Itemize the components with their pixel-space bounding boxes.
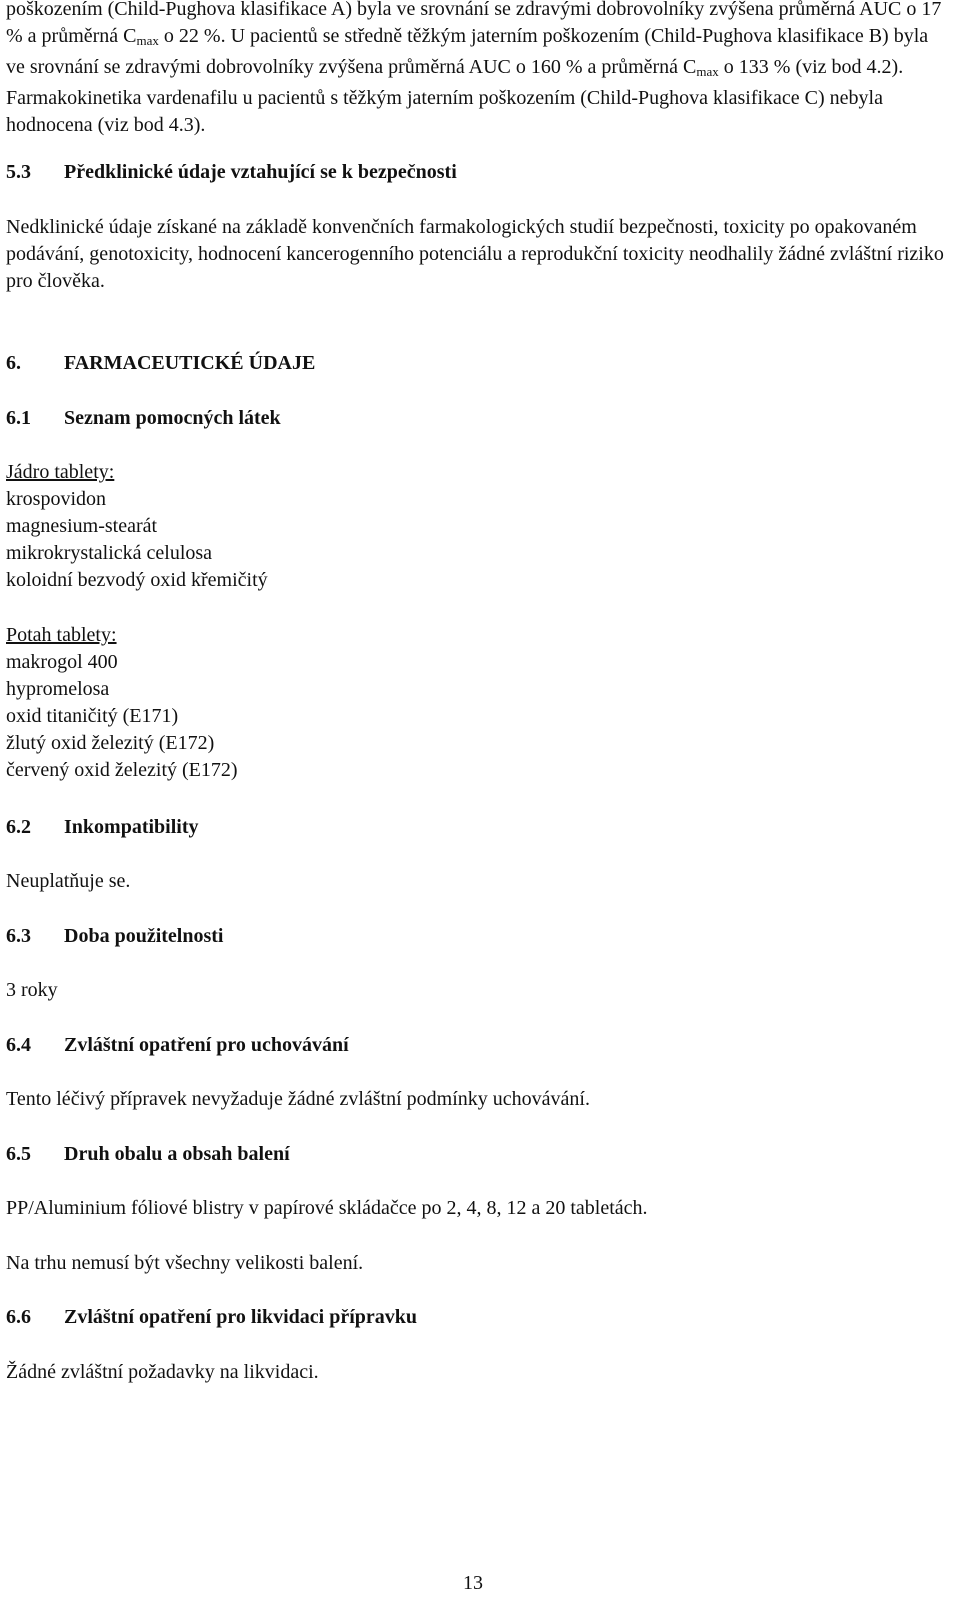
section-number: 6.6: [6, 1306, 31, 1328]
section-title: Seznam pomocných látek: [64, 407, 281, 429]
heading-6-6: [6, 1304, 417, 1331]
heading-6-1: [6, 405, 281, 432]
coat-label: Potah tablety:: [6, 624, 117, 646]
list-item: červený oxid železitý (E172): [6, 759, 238, 781]
section-title: Druh obalu a obsah balení: [64, 1143, 290, 1165]
heading-5-3: [6, 159, 457, 186]
section-number: 6.5: [6, 1143, 31, 1165]
preclinical-text: Nedklinické údaje získané na základě konvenčních farmakologických studií bezpečnosti, toxicity po opakovaném podávání, genotoxicity, hodnocení kancerogenního potenciálu a reprodukční toxicity neodhalily žádné zvláštní riziko pro člověka.: [6, 216, 944, 292]
paragraph-text: o 133 % (viz bod 4.2). Farmakokinetika vardenafilu u pacientů s těžkým jaterním poškozením (Child-Pughova klasifikace C) nebyla hodnocena (viz bod 4.3).: [6, 56, 904, 136]
section-title: Zvláštní opatření pro likvidaci přípravku: [64, 1306, 418, 1328]
shelf-life-text: 3 roky: [6, 979, 58, 1001]
list-item: koloidní bezvodý oxid křemičitý: [6, 569, 268, 591]
list-item: krospovidon: [6, 488, 106, 510]
paragraph-text: poškozením (Child-Pughova klasifikace A) byla ve srovnání se zdravými dobrovolníky zvýšena průměrná AUC o 17 % a průměrná C: [6, 0, 942, 47]
heading-6-5: [6, 1141, 290, 1168]
packaging-text: PP/Aluminium fóliové blistry v papírové skládačce po 2, 4, 8, 12 a 20 tabletách.: [6, 1197, 648, 1219]
section-number: 6.3: [6, 925, 31, 947]
paragraph-text: o 22 %. U pacientů se středně těžkým jaterním poškozením (Child-Pughova klasifikace B) byla ve srovnání se zdravými dobrovolníky zvýšena průměrná AUC o 160 % a průměrná C: [6, 25, 929, 78]
list-item: mikrokrystalická celulosa: [6, 542, 213, 564]
section-title: Inkompatibility: [64, 816, 199, 838]
core-excipients: [6, 459, 946, 594]
list-item: hypromelosa: [6, 678, 110, 700]
section-number: 6.: [6, 352, 21, 374]
section-number: 6.4: [6, 1034, 31, 1056]
section-title: FARMACEUTICKÉ ÚDAJE: [64, 352, 316, 374]
heading-6-4: [6, 1032, 349, 1059]
pharmacokinetics-paragraph: [6, 0, 946, 139]
list-item: makrogol 400: [6, 651, 118, 673]
disposal-text: Žádné zvláštní požadavky na likvidaci.: [6, 1361, 319, 1383]
section-title: Doba použitelnosti: [64, 925, 224, 947]
section-title: Předklinické údaje vztahující se k bezpečnosti: [64, 161, 457, 183]
heading-6-3: [6, 923, 223, 950]
cmax-subscript: max: [696, 64, 719, 79]
section-title: Zvláštní opatření pro uchovávání: [64, 1034, 349, 1056]
list-item: oxid titaničitý (E171): [6, 705, 179, 727]
section-number: 6.1: [6, 407, 31, 429]
heading-6-2: [6, 814, 198, 841]
coat-excipients: [6, 622, 946, 784]
pack-sizes-text: Na trhu nemusí být všechny velikosti balení.: [6, 1252, 364, 1274]
incompatibilities-text: Neuplatňuje se.: [6, 870, 131, 892]
section-number: 6.2: [6, 816, 31, 838]
storage-text: Tento léčivý přípravek nevyžaduje žádné zvláštní podmínky uchovávání.: [6, 1088, 590, 1110]
page-number: 13: [463, 1572, 483, 1594]
cmax-subscript: max: [136, 33, 159, 48]
list-item: žlutý oxid železitý (E172): [6, 732, 215, 754]
core-label: Jádro tablety:: [6, 461, 115, 483]
heading-6: [6, 350, 315, 377]
section-number: 5.3: [6, 161, 31, 183]
list-item: magnesium-stearát: [6, 515, 158, 537]
